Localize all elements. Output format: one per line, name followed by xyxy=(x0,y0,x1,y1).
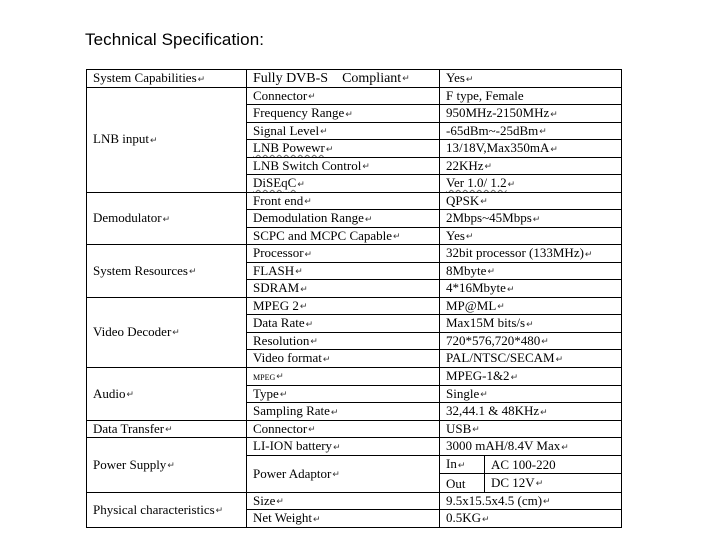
feature-cell: Connector↵ xyxy=(247,420,440,438)
feature-cell: LNB Powewr↵ xyxy=(247,140,440,158)
feature-cell: Demodulation Range↵ xyxy=(247,210,440,228)
value-cell: 32,44.1 & 48KHz↵ xyxy=(440,403,622,421)
value-cell: USB↵ xyxy=(440,420,622,438)
feature-cell: SCPC and MCPC Capable↵ xyxy=(247,227,440,245)
in-value: AC 100-220 xyxy=(491,457,556,473)
category-cell: System Resources↵ xyxy=(87,245,247,298)
value-cell: PAL/NTSC/SECAM↵ xyxy=(440,350,622,368)
feature-cell: Type↵ xyxy=(247,385,440,403)
category-cell: Video Decoder↵ xyxy=(87,297,247,367)
value-cell: Yes↵ xyxy=(440,70,622,88)
feature-cell: MPEG↵ xyxy=(247,367,440,385)
category-cell: Physical characteristics↵ xyxy=(87,492,247,527)
value-cell: Max15M bits/s↵ xyxy=(440,315,622,333)
value-cell: F type, Female xyxy=(440,87,622,105)
adaptor-subtable xyxy=(440,456,621,492)
value-cell: 22KHz↵ xyxy=(440,157,622,175)
table-row xyxy=(87,492,622,510)
category-cell: Data Transfer↵ xyxy=(87,420,247,438)
value-cell: Yes↵ xyxy=(440,227,622,245)
value-cell: 32bit processor (133MHz)↵ xyxy=(440,245,622,263)
feature-cell: FLASH↵ xyxy=(247,262,440,280)
table-row xyxy=(87,245,622,263)
table-row xyxy=(87,438,622,456)
feature-cell: Video format↵ xyxy=(247,350,440,368)
category-cell: Power Supply↵ xyxy=(87,438,247,493)
table-row xyxy=(87,367,622,385)
value-cell: 2Mbps~45Mbps↵ xyxy=(440,210,622,228)
table-row xyxy=(440,474,621,492)
feature-cell: DiSEqC↵ xyxy=(247,175,440,193)
table-row xyxy=(87,297,622,315)
value-cell: 8Mbyte↵ xyxy=(440,262,622,280)
table-row xyxy=(87,192,622,210)
feature-cell: Power Adaptor↵ xyxy=(247,455,440,492)
feature-cell: SDRAM↵ xyxy=(247,280,440,298)
feature-cell: Resolution↵ xyxy=(247,332,440,350)
feature-cell: Sampling Rate↵ xyxy=(247,403,440,421)
feature-cell: MPEG 2↵ xyxy=(247,297,440,315)
value-cell: -65dBm~-25dBm↵ xyxy=(440,122,622,140)
feature-cell: LI-ION battery↵ xyxy=(247,438,440,456)
feature-cell: Size↵ xyxy=(247,492,440,510)
table-row xyxy=(87,70,622,88)
in-label: In↵ xyxy=(440,456,485,474)
table-row xyxy=(87,420,622,438)
category-cell: Demodulator↵ xyxy=(87,192,247,245)
value-cell: Single↵ xyxy=(440,385,622,403)
feature-cell: LNB Switch Control↵ xyxy=(247,157,440,175)
feature-cell: Frequency Range↵ xyxy=(247,105,440,123)
out-label: Out xyxy=(440,474,485,492)
feature-cell: Data Rate↵ xyxy=(247,315,440,333)
feature-cell: Processor↵ xyxy=(247,245,440,263)
value-cell: MPEG-1&2↵ xyxy=(440,367,622,385)
feature-cell: Fully DVB-S Compliant↵ xyxy=(247,70,440,88)
page-title: Technical Specification: xyxy=(85,30,265,49)
category-cell: System Capabilities↵ xyxy=(87,70,247,88)
value-cell: QPSK↵ xyxy=(440,192,622,210)
out-value: DC 12V↵ xyxy=(485,474,622,492)
feature-cell: Front end↵ xyxy=(247,192,440,210)
value-cell: 720*576,720*480↵ xyxy=(440,332,622,350)
spec-table xyxy=(86,69,622,528)
value-cell: 3000 mAH/8.4V Max↵ xyxy=(440,438,622,456)
value-cell: 13/18V,Max350mA↵ xyxy=(440,140,622,158)
feature-cell: Connector↵ xyxy=(247,87,440,105)
table-row xyxy=(440,456,621,474)
value-cell: 950MHz-2150MHz↵ xyxy=(440,105,622,123)
value-cell: MP@ML↵ xyxy=(440,297,622,315)
value-cell: 4*16Mbyte↵ xyxy=(440,280,622,298)
feature-cell: Signal Level↵ xyxy=(247,122,440,140)
value-cell: 0.5KG↵ xyxy=(440,510,622,528)
value-cell: 9.5x15.5x4.5 (cm)↵ xyxy=(440,492,622,510)
value-cell xyxy=(440,455,622,492)
category-cell: LNB input↵ xyxy=(87,87,247,192)
feature-cell: Net Weight↵ xyxy=(247,510,440,528)
table-row xyxy=(87,87,622,105)
category-cell: Audio↵ xyxy=(87,367,247,420)
value-cell: Ver 1.0/ 1.2↵ xyxy=(440,175,622,193)
